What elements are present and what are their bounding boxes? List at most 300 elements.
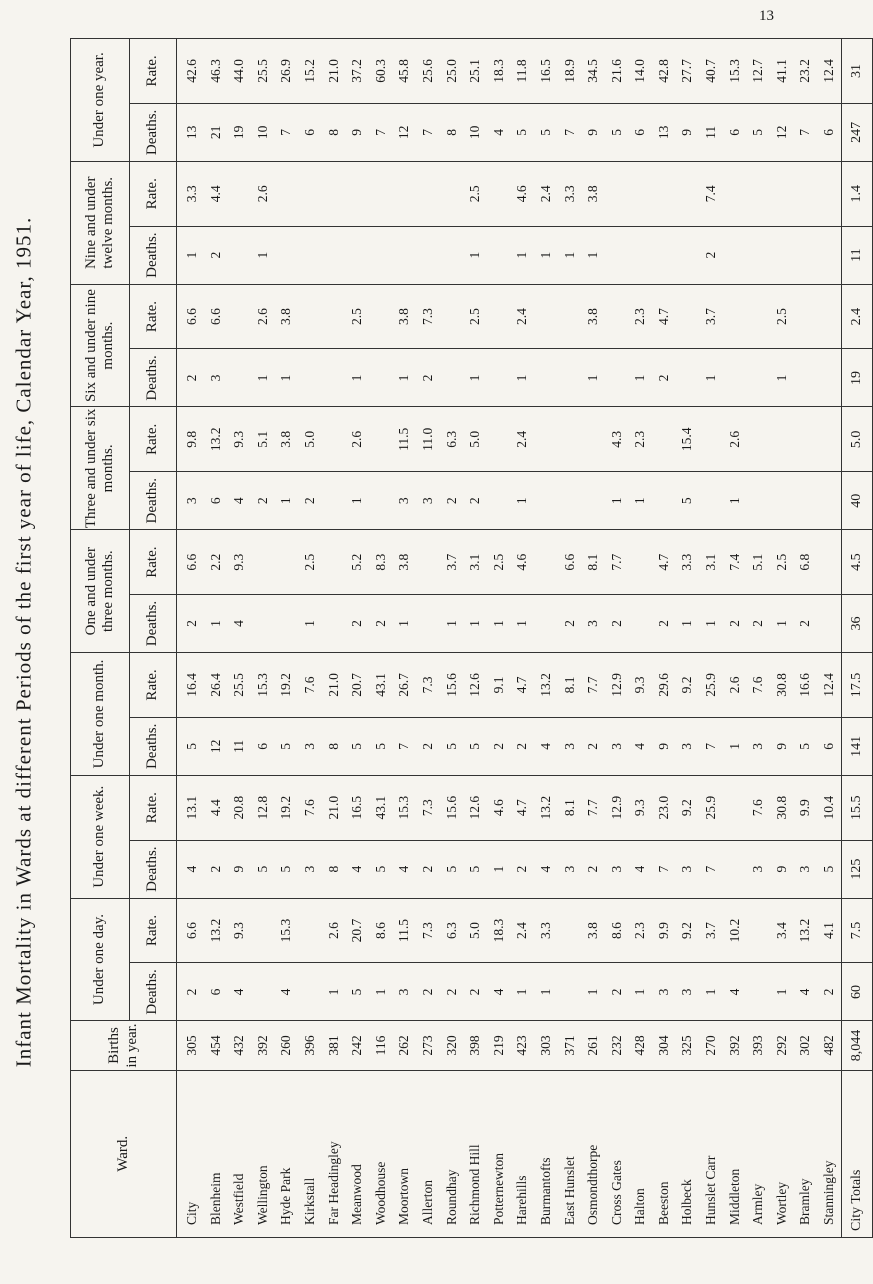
deaths-value: 1	[514, 251, 530, 259]
rate-value	[251, 530, 275, 594]
rate-value: 3.8	[585, 185, 601, 203]
rate-value: 5.0	[467, 922, 483, 939]
rate-value: 18.3	[490, 59, 506, 83]
deaths-subheader: Deaths.	[130, 963, 177, 1021]
deaths-value: 1	[632, 497, 648, 505]
deaths-subheader: Deaths.	[130, 840, 177, 898]
deaths-value: 10	[254, 125, 270, 140]
rate-value	[817, 285, 841, 349]
rate-value: 2.6	[254, 308, 270, 325]
rate-value: 16.5	[349, 795, 365, 820]
deaths-value: 3	[184, 497, 199, 505]
rate-value: 19.2	[278, 795, 294, 820]
ward-name: East Hunslet	[561, 1156, 577, 1225]
deaths-value	[534, 595, 558, 652]
deaths-value: 8	[325, 742, 341, 750]
rate-value: 21.0	[325, 59, 341, 83]
deaths-value	[392, 227, 416, 284]
rate-value: 3.8	[585, 308, 601, 325]
deaths-cell	[177, 103, 842, 161]
deaths-value: 5	[443, 865, 459, 873]
deaths-value	[699, 472, 723, 529]
rate-value	[793, 407, 817, 471]
deaths-value	[770, 472, 794, 529]
deaths-value	[298, 963, 322, 1020]
rate-value	[817, 162, 841, 226]
rate-value: 8.1	[585, 553, 601, 571]
rate-value: 15.4	[679, 427, 695, 452]
deaths-value: 3	[207, 374, 223, 382]
births-value: 261	[585, 1035, 601, 1056]
deaths-value: 10	[467, 125, 483, 140]
rate-value: 19.2	[278, 673, 294, 697]
deaths-value: 2	[561, 620, 577, 627]
deaths-value: 1	[490, 865, 506, 873]
births-value: 116	[372, 1035, 388, 1056]
rate-value: 6.8	[797, 553, 813, 571]
rate-value: 2.5	[773, 308, 789, 325]
rate-cell	[177, 161, 842, 226]
ward-name: Burmantofts	[537, 1157, 553, 1225]
births-value: 428	[632, 1035, 648, 1056]
rate-value: 16.5	[537, 59, 553, 83]
deaths-value: 2	[514, 742, 530, 750]
rate-value	[723, 162, 747, 226]
deaths-value	[746, 349, 770, 406]
deaths-value: 1	[703, 620, 719, 627]
rate-value: 6.6	[184, 553, 199, 571]
rate-value	[628, 530, 652, 594]
rate-value: 7.6	[301, 676, 317, 694]
rate-value	[628, 162, 652, 226]
rate-value: 8.1	[561, 799, 577, 817]
deaths-value: 1	[608, 497, 624, 505]
deaths-value: 2	[184, 374, 199, 382]
rate-value	[298, 285, 322, 349]
rate-value: 6.6	[561, 553, 577, 571]
deaths-value	[793, 227, 817, 284]
ward-name: Armley	[750, 1183, 766, 1225]
rate-value: 25.1	[467, 59, 483, 83]
rate-value: 4.4	[207, 185, 223, 203]
rate-value: 40.7	[703, 59, 719, 83]
deaths-value	[723, 841, 747, 898]
deaths-value	[723, 227, 747, 284]
period-header: Under one month.	[71, 653, 130, 776]
rate-value	[770, 162, 794, 226]
deaths-value: 3	[301, 742, 317, 750]
deaths-value: 9	[655, 742, 671, 750]
rate-value: 4.7	[514, 676, 530, 694]
totals-rate: 17.5	[841, 653, 872, 718]
deaths-value	[534, 472, 558, 529]
rate-value: 3.8	[278, 308, 294, 325]
deaths-value: 7	[655, 865, 671, 873]
rate-value: 21.6	[608, 59, 624, 83]
rate-value: 9.3	[231, 553, 247, 571]
deaths-value: 5	[608, 129, 624, 136]
rate-value: 9.3	[231, 922, 247, 939]
deaths-value	[652, 227, 676, 284]
rate-value: 2.5	[773, 553, 789, 571]
rate-cell	[177, 898, 842, 963]
deaths-value	[369, 227, 393, 284]
rate-value	[274, 162, 298, 226]
rate-value: 13.2	[797, 918, 813, 943]
deaths-value	[274, 227, 298, 284]
rate-value: 7.7	[608, 553, 624, 571]
rate-value	[534, 407, 558, 471]
deaths-value: 3	[750, 865, 766, 873]
rate-subheader: Rate.	[130, 161, 177, 226]
rate-value: 9.9	[797, 799, 813, 817]
deaths-subheader: Deaths.	[130, 595, 177, 653]
deaths-value: 2	[750, 620, 766, 627]
rate-value	[251, 899, 275, 963]
deaths-cell	[177, 840, 842, 898]
deaths-value: 13	[655, 125, 671, 140]
deaths-value: 1	[585, 374, 601, 382]
deaths-value: 1	[726, 497, 742, 505]
rate-value: 12.6	[467, 795, 483, 820]
rate-value: 2.5	[349, 308, 365, 325]
rate-value: 15.3	[726, 59, 742, 83]
deaths-value: 9	[585, 129, 601, 136]
deaths-value: 2	[514, 865, 530, 873]
rate-value: 6.3	[443, 430, 459, 448]
rate-value: 7.4	[726, 553, 742, 571]
deaths-value: 2	[797, 620, 813, 627]
deaths-value: 2	[419, 374, 435, 382]
ward-name: Richmond Hill	[467, 1144, 483, 1225]
rate-value: 3.8	[396, 308, 412, 325]
rate-value	[652, 407, 676, 471]
rate-value	[793, 162, 817, 226]
rate-value: 26.4	[207, 673, 223, 697]
ward-name: Moortown	[396, 1168, 412, 1225]
births-value: 232	[608, 1035, 624, 1056]
rate-value: 12.7	[750, 59, 766, 83]
deaths-value: 3	[419, 497, 435, 505]
rate-value	[322, 407, 346, 471]
rate-value	[440, 285, 464, 349]
totals-rate: 15.5	[841, 775, 872, 840]
rate-value	[605, 162, 629, 226]
rate-value: 15.3	[278, 918, 294, 943]
deaths-value: 1	[467, 251, 483, 259]
rate-value: 11.5	[396, 427, 412, 451]
ward-name: Wellington	[254, 1165, 270, 1225]
deaths-value: 1	[679, 620, 695, 627]
deaths-value: 9	[231, 865, 247, 873]
rate-subheader: Rate.	[130, 39, 177, 104]
rate-value: 46.3	[207, 59, 223, 83]
rate-value: 3.8	[585, 922, 601, 939]
deaths-value: 2	[585, 865, 601, 873]
rate-value: 3.3	[679, 553, 695, 571]
deaths-value	[817, 472, 841, 529]
deaths-value	[369, 472, 393, 529]
deaths-value	[581, 472, 605, 529]
rate-value: 2.5	[490, 553, 506, 571]
deaths-value: 4	[726, 988, 742, 996]
deaths-value: 3	[396, 988, 412, 996]
totals-deaths: 40	[841, 472, 872, 530]
rate-value: 5.1	[254, 430, 270, 448]
rate-value: 7.3	[419, 676, 435, 694]
rate-value: 3.7	[443, 553, 459, 571]
births-value: 242	[349, 1035, 365, 1056]
births-value: 371	[561, 1035, 577, 1056]
totals-deaths: 247	[841, 103, 872, 161]
deaths-value	[558, 349, 582, 406]
births-value: 320	[443, 1035, 459, 1056]
rate-value: 4.1	[821, 922, 837, 939]
deaths-value	[487, 472, 511, 529]
deaths-value: 2	[608, 620, 624, 627]
period-header: Under one day.	[71, 898, 130, 1021]
deaths-value: 1	[514, 497, 530, 505]
rate-value	[746, 407, 770, 471]
births-value: 393	[750, 1035, 766, 1056]
deaths-subheader: Deaths.	[130, 103, 177, 161]
period-header: Six and under nine months.	[71, 284, 130, 407]
deaths-value: 1	[514, 374, 530, 382]
deaths-value: 4	[396, 865, 412, 873]
deaths-value: 9	[349, 129, 365, 136]
rate-cell	[177, 653, 842, 718]
rate-value: 15.6	[443, 673, 459, 697]
totals-rate: 2.4	[841, 284, 872, 349]
rate-value	[416, 162, 440, 226]
rate-value: 8.3	[372, 553, 388, 571]
rate-value: 25.9	[703, 673, 719, 697]
rate-value: 11.0	[419, 427, 435, 451]
rate-value	[534, 530, 558, 594]
deaths-value	[345, 227, 369, 284]
rate-value	[675, 162, 699, 226]
rate-value	[298, 899, 322, 963]
deaths-value: 1	[301, 620, 317, 627]
rate-value: 9.8	[184, 430, 199, 448]
rate-cell	[177, 284, 842, 349]
deaths-value: 1	[325, 988, 341, 996]
births-value: 482	[821, 1035, 837, 1056]
rate-value: 4.7	[655, 553, 671, 571]
rate-value: 16.6	[797, 673, 813, 697]
deaths-value: 1	[443, 620, 459, 627]
rate-value: 3.3	[184, 185, 199, 203]
deaths-value	[746, 227, 770, 284]
deaths-value: 1	[207, 620, 223, 627]
deaths-value: 1	[585, 988, 601, 996]
mortality-table	[70, 38, 873, 1238]
rate-value	[345, 162, 369, 226]
rate-value	[487, 285, 511, 349]
ward-name: Stanningley	[821, 1160, 837, 1225]
deaths-subheader: Deaths.	[130, 349, 177, 407]
deaths-value	[416, 227, 440, 284]
deaths-cell	[177, 226, 842, 284]
deaths-value: 7	[561, 129, 577, 136]
rate-value: 4.6	[514, 185, 530, 203]
deaths-cell	[177, 963, 842, 1021]
deaths-value: 4	[537, 742, 553, 750]
rate-value: 3.3	[537, 922, 553, 939]
rate-value	[793, 285, 817, 349]
deaths-value: 1	[349, 497, 365, 505]
deaths-value: 2	[419, 865, 435, 873]
deaths-value: 1	[467, 620, 483, 627]
deaths-value: 2	[207, 865, 223, 873]
totals-deaths: 60	[841, 963, 872, 1021]
rate-value: 16.4	[184, 673, 199, 697]
deaths-value: 11	[703, 125, 719, 139]
rate-value: 9.3	[632, 676, 648, 694]
deaths-value: 5	[254, 865, 270, 873]
rate-value: 9.9	[655, 922, 671, 939]
deaths-value	[746, 963, 770, 1020]
rate-value: 5.2	[349, 553, 365, 571]
period-header: Under one year.	[71, 39, 130, 162]
rate-value	[723, 285, 747, 349]
deaths-value: 9	[773, 865, 789, 873]
deaths-value: 12	[396, 125, 412, 140]
header-row-periods	[71, 39, 130, 1238]
rate-value: 3.1	[467, 553, 483, 571]
deaths-cell	[177, 595, 842, 653]
deaths-value: 2	[467, 988, 483, 996]
births-value: 219	[490, 1035, 506, 1056]
rate-value: 20.7	[349, 673, 365, 697]
rate-value: 6.6	[184, 308, 199, 325]
deaths-subheader: Deaths.	[130, 226, 177, 284]
deaths-value: 2	[467, 497, 483, 505]
deaths-cell	[177, 472, 842, 530]
rate-value: 42.8	[655, 59, 671, 83]
rate-value: 60.3	[372, 59, 388, 83]
deaths-value: 7	[797, 129, 813, 136]
deaths-value: 4	[537, 865, 553, 873]
births-value: 392	[726, 1035, 742, 1056]
deaths-value: 8	[443, 129, 459, 136]
rate-value: 7.3	[419, 799, 435, 817]
totals-deaths: 36	[841, 595, 872, 653]
rate-value: 2.4	[537, 185, 553, 203]
rate-value: 4.4	[207, 799, 223, 817]
rate-value: 3.1	[703, 553, 719, 571]
deaths-value	[558, 963, 582, 1020]
totals-rate: 31	[841, 39, 872, 104]
deaths-value: 4	[231, 620, 247, 627]
rate-value: 2.6	[254, 185, 270, 203]
rate-value: 2.4	[514, 430, 530, 448]
deaths-value: 3	[608, 865, 624, 873]
rate-value	[675, 285, 699, 349]
deaths-value: 6	[207, 988, 223, 996]
rate-value: 9.1	[490, 676, 506, 694]
deaths-value	[817, 227, 841, 284]
deaths-value: 3	[301, 865, 317, 873]
rate-value	[322, 530, 346, 594]
rate-value: 25.0	[443, 59, 459, 83]
rate-value: 13.2	[537, 795, 553, 820]
deaths-value	[558, 472, 582, 529]
rate-value: 2.4	[514, 922, 530, 939]
rate-value: 9.3	[632, 799, 648, 817]
deaths-value: 2	[419, 988, 435, 996]
deaths-value: 1	[396, 620, 412, 627]
rate-value: 3.3	[561, 185, 577, 203]
rate-value: 23.0	[655, 795, 671, 820]
deaths-value	[746, 472, 770, 529]
rate-value: 2.3	[632, 308, 648, 325]
rate-value: 26.7	[396, 673, 412, 697]
ward-name: Bramley	[797, 1178, 813, 1225]
rate-value	[652, 162, 676, 226]
deaths-subheader: Deaths.	[130, 472, 177, 530]
deaths-value	[416, 595, 440, 652]
deaths-value: 1	[537, 251, 553, 259]
rate-value: 8.6	[608, 922, 624, 939]
deaths-value: 8	[325, 865, 341, 873]
deaths-value	[369, 349, 393, 406]
deaths-value: 12	[207, 739, 223, 754]
births-value: 423	[514, 1035, 530, 1056]
rate-value: 43.1	[372, 673, 388, 697]
ward-name: Holbeck	[679, 1179, 695, 1225]
totals-rate: 1.4	[841, 161, 872, 226]
deaths-value: 1	[773, 988, 789, 996]
rate-value: 7.4	[703, 185, 719, 203]
rate-value: 25.5	[231, 673, 247, 697]
rate-value: 7.6	[750, 676, 766, 694]
deaths-value: 6	[632, 129, 648, 136]
rate-value: 3.4	[773, 922, 789, 939]
rate-value: 15.3	[396, 795, 412, 820]
rate-value: 2.6	[726, 676, 742, 694]
deaths-value: 3	[561, 742, 577, 750]
deaths-value: 6	[301, 129, 317, 136]
rate-value: 34.5	[585, 59, 601, 83]
births-value: 270	[703, 1035, 719, 1056]
rate-value: 8.1	[561, 676, 577, 694]
period-header: One and under three months.	[71, 530, 130, 653]
births-value: 273	[419, 1035, 435, 1056]
deaths-value: 4	[278, 988, 294, 996]
ward-names-cell	[177, 1070, 842, 1237]
deaths-value	[298, 227, 322, 284]
rate-value	[487, 162, 511, 226]
rate-subheader: Rate.	[130, 653, 177, 718]
rate-value: 13.2	[537, 673, 553, 697]
births-value: 262	[396, 1035, 412, 1056]
deaths-value: 2	[184, 620, 199, 627]
rate-value: 30.8	[773, 673, 789, 697]
rate-value: 4.7	[514, 799, 530, 817]
totals-deaths: 141	[841, 717, 872, 775]
rate-value: 13.2	[207, 918, 223, 943]
rate-value: 12.9	[608, 673, 624, 697]
rate-value: 7.3	[419, 308, 435, 325]
deaths-cell	[177, 349, 842, 407]
rate-value: 45.8	[396, 59, 412, 83]
deaths-value: 4	[632, 742, 648, 750]
rate-value: 2.5	[467, 185, 483, 203]
ward-name: Cross Gates	[608, 1160, 624, 1225]
rate-value: 14.0	[632, 59, 648, 83]
deaths-value: 5	[443, 742, 459, 750]
